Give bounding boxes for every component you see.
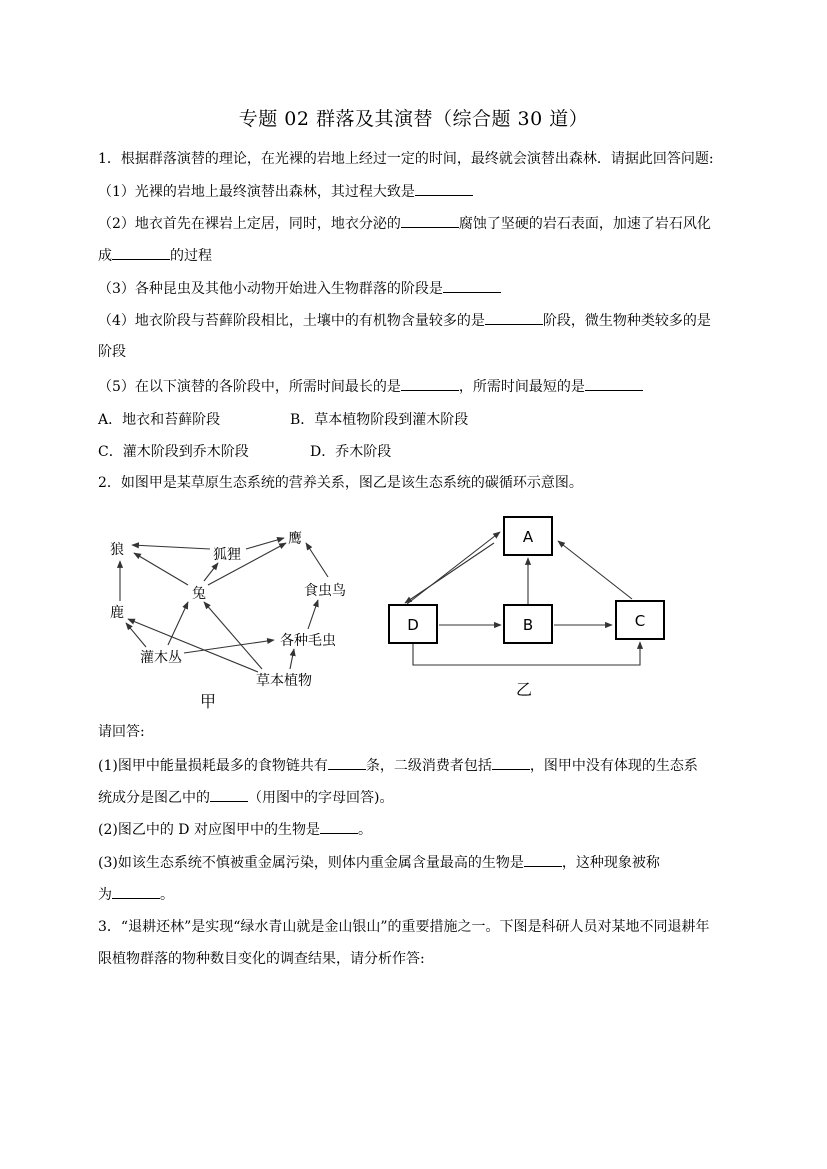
page-title: 专题 02 群落及其演替（综合题 30 道） <box>238 108 589 130</box>
q2-part1-text-b: 条，二级消费者包括 <box>365 758 492 774</box>
q2-part1-text-a: (1)图甲中能量损耗最多的食物链共有 <box>98 758 328 774</box>
q1-sub2-text-b: 腐蚀了坚硬的岩石表面，加速了岩石风化 <box>458 216 711 232</box>
q2-part3-text-c: 为 <box>98 887 112 903</box>
q2-part3-cont <box>98 885 738 904</box>
q1-sub2-cont <box>98 246 738 265</box>
node-rabbit: 兔 <box>192 586 206 602</box>
node-eagle: 鹰 <box>288 531 302 547</box>
arrow-shrub-caterpillar <box>184 640 274 653</box>
arrow-grass-rabbit <box>204 602 262 669</box>
carbon-cycle-diagram <box>389 517 664 699</box>
q2-stem: 2．如图甲是某草原生态系统的营养关系，图乙是该生态系统的碳循环示意图。 <box>98 475 583 491</box>
answer-blank[interactable] <box>443 279 501 293</box>
q1-sub5-text-a: （5）在以下演替的各阶段中，所需时间最长的是 <box>98 379 401 395</box>
answer-blank[interactable] <box>524 853 562 867</box>
answer-blank[interactable] <box>585 377 643 391</box>
q3-line1: 3．“退耕还林”是实现“绿水青山就是金山银山”的重要措施之一。下图是科研人员对某地不同退耕年 <box>98 919 710 935</box>
arrow-d-to-a <box>407 532 500 604</box>
answer-blank[interactable] <box>320 820 358 834</box>
q1-sub1-text: （1）光裸的岩地上最终演替出森林，其过程大致是 <box>98 184 415 200</box>
arrow-grass-caterpillar <box>290 649 294 669</box>
label-c: C <box>634 612 646 630</box>
q2-part2 <box>98 820 738 839</box>
q2-part1-text-e: （用图中的字母回答)。 <box>248 790 394 806</box>
q1-option-d[interactable]: D．乔木阶段 <box>310 444 392 460</box>
q1-sub2-text-d: 的过程 <box>170 248 212 264</box>
arrow-bird-eagle <box>306 543 328 577</box>
q1-sub1 <box>98 182 738 201</box>
q1-stem: 1．根据群落演替的理论，在光裸的岩地上经过一定的时间，最终就会演替出森林．请据此回答问题: <box>98 151 714 167</box>
q2-part2-text-b: 。 <box>357 822 372 838</box>
node-grass: 草本植物 <box>256 673 312 689</box>
q1-sub2-text-a: （2）地衣首先在裸岩上定居，同时，地衣分泌的 <box>98 216 401 232</box>
food-web-diagram <box>110 531 346 711</box>
q1-sub3 <box>98 279 738 298</box>
node-wolf: 狼 <box>110 542 124 558</box>
answer-blank[interactable] <box>112 246 170 260</box>
answer-blank[interactable] <box>210 788 248 802</box>
q1-sub2 <box>98 214 738 233</box>
q1-sub5-text-b: ，所需时间最短的是 <box>458 379 585 395</box>
node-deer: 鹿 <box>110 605 124 621</box>
q2-part1-cont <box>98 788 738 807</box>
q2-part3 <box>98 853 738 872</box>
arrow-c-to-a <box>558 541 632 599</box>
q1-option-a[interactable]: A．地衣和苔藓阶段 <box>98 412 221 428</box>
q2-part3-text-b: ，这种现象被称 <box>561 855 660 871</box>
q2-part3-text-a: (3)如该生态系统不慎被重金属污染，则体内重金属含量最高的生物是 <box>98 855 524 871</box>
q1-sub2-text-c: 成 <box>98 248 112 264</box>
caption-jia: 甲 <box>200 692 217 711</box>
q1-option-b[interactable]: B．草本植物阶段到灌木阶段 <box>290 412 469 428</box>
node-caterpillar: 各种毛虫 <box>280 633 336 649</box>
q1-sub5 <box>98 377 738 396</box>
node-bird: 食虫鸟 <box>304 583 346 599</box>
arrow-fox-wolf <box>132 545 210 549</box>
arrow-a-to-d <box>405 543 494 603</box>
q1-sub4-cont: 阶段 <box>98 344 126 360</box>
answer-blank[interactable] <box>415 182 473 196</box>
q1-sub4-text-a: （4）地衣阶段与苔藓阶段相比，土壤中的有机物含量较多的是 <box>98 313 485 329</box>
arrow-shrub-deer <box>126 623 146 647</box>
q1-option-c[interactable]: C．灌木阶段到乔木阶段 <box>98 444 249 460</box>
arrow-shrub-rabbit <box>168 602 188 645</box>
q1-sub4-text-b: 阶段，微生物种类较多的是 <box>542 313 711 329</box>
q2-part1-text-d: 统成分是图乙中的 <box>98 790 210 806</box>
q2-part2-text-a: (2)图乙中的 D 对应图甲中的生物是 <box>98 822 320 838</box>
arrow-caterpillar-bird <box>308 600 318 629</box>
q1-sub3-text: （3）各种昆虫及其他小动物开始进入生物群落的阶段是 <box>98 281 443 297</box>
q2-figures <box>98 505 738 715</box>
answer-blank[interactable] <box>328 756 366 770</box>
caption-yi: 乙 <box>516 680 533 699</box>
arrow-rabbit-wolf <box>134 553 188 585</box>
q2-part1 <box>98 756 738 775</box>
answer-blank[interactable] <box>401 214 459 228</box>
label-b: B <box>522 616 534 634</box>
answer-blank[interactable] <box>112 885 160 899</box>
answer-blank[interactable] <box>492 756 530 770</box>
q1-sub4 <box>98 311 738 330</box>
label-a: A <box>522 528 534 546</box>
q2-ask: 请回答: <box>98 724 145 740</box>
arrow-rabbit-fox <box>204 563 218 581</box>
q3-line2: 限植物群落的物种数目变化的调查结果，请分析作答: <box>98 951 425 967</box>
label-d: D <box>407 616 419 634</box>
q2-part3-text-d: 。 <box>160 887 174 903</box>
q2-part1-text-c: ，图甲中没有体现的生态系 <box>529 758 698 774</box>
answer-blank[interactable] <box>485 311 543 325</box>
arrow-d-to-c <box>413 642 640 665</box>
node-fox: 狐狸 <box>213 547 241 563</box>
answer-blank[interactable] <box>401 377 459 391</box>
node-shrub: 灌木丛 <box>140 650 182 666</box>
